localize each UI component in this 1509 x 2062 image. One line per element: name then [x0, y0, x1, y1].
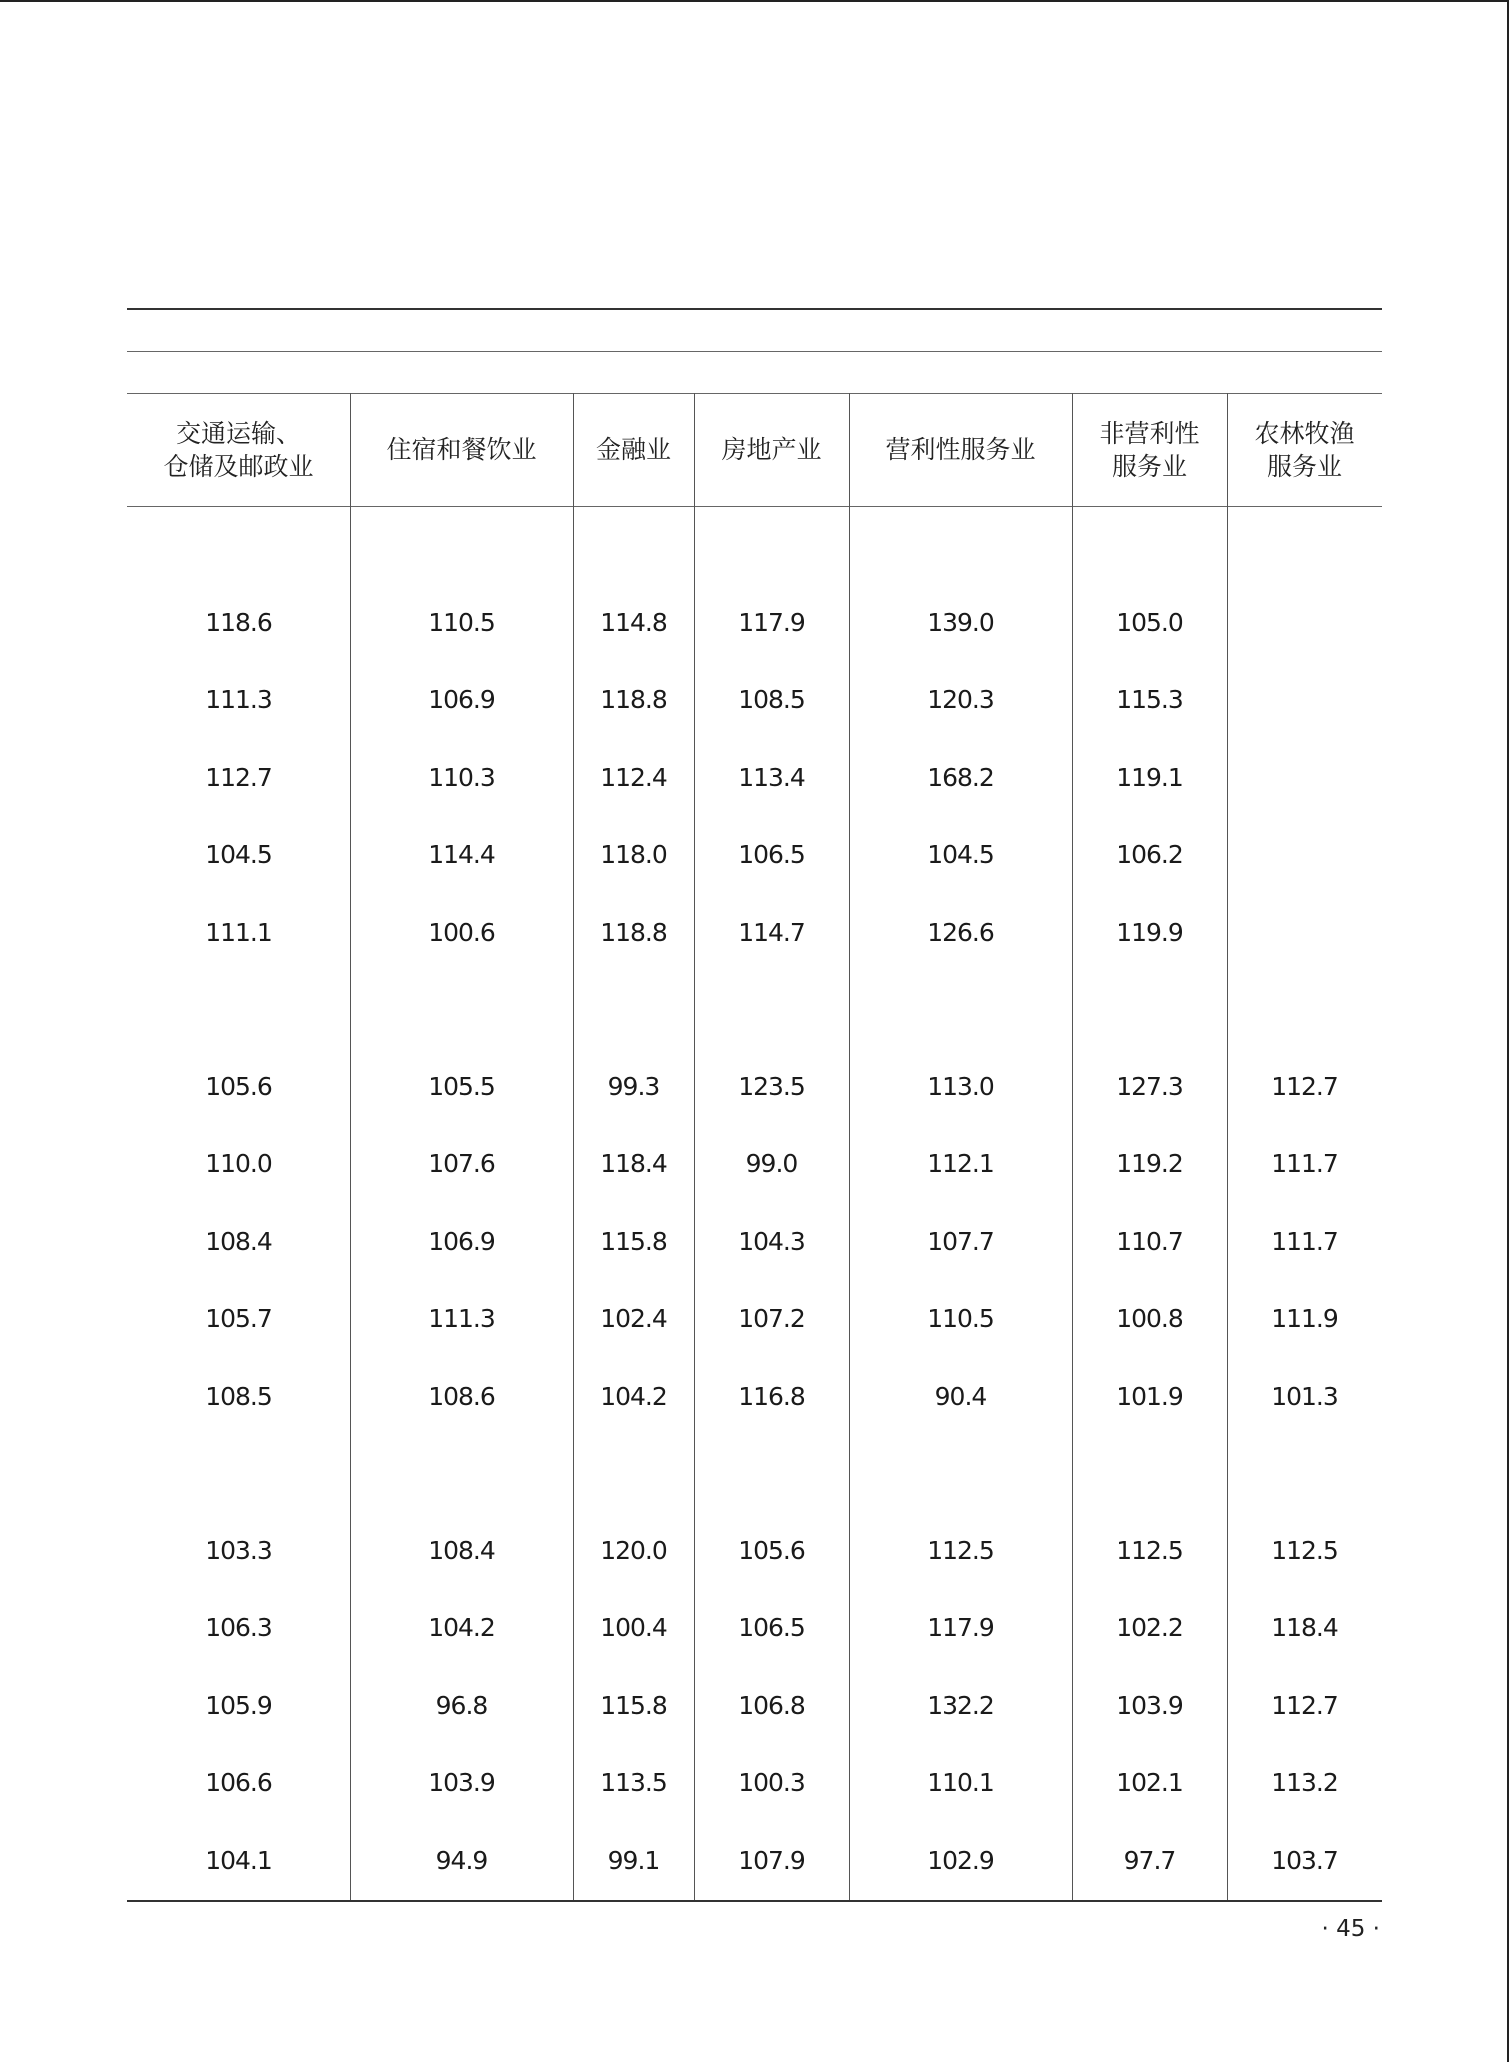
table-cell: 114.7 — [738, 918, 805, 947]
column-header — [127, 393, 350, 506]
table-cell: 107.6 — [428, 1149, 495, 1178]
table-cell: 113.5 — [600, 1768, 667, 1797]
table-cell: 106.6 — [205, 1768, 272, 1797]
table-cell: 111.1 — [205, 918, 272, 947]
table-cell: 118.8 — [600, 685, 667, 714]
table-cell: 90.4 — [934, 1382, 987, 1411]
column-header-line: 服务业 — [1111, 451, 1187, 481]
table-cell: 106.9 — [428, 1227, 495, 1256]
column-header-line: 非营利性 — [1099, 418, 1200, 448]
column-header — [573, 393, 694, 506]
table-cell: 114.8 — [600, 608, 667, 637]
table-cell: 105.6 — [738, 1536, 805, 1565]
table-cell: 110.7 — [1116, 1227, 1183, 1256]
table-cell: 106.9 — [428, 685, 495, 714]
column-header-line: 交通运输、 — [175, 418, 301, 448]
table-cell: 118.8 — [600, 918, 667, 947]
table-cell: 102.2 — [1116, 1613, 1183, 1642]
page-number: · 45 · — [1321, 1916, 1380, 1942]
table-cell: 104.2 — [428, 1613, 495, 1642]
table-cell: 102.4 — [600, 1304, 667, 1333]
table-cell: 112.7 — [1271, 1072, 1338, 1101]
table-cell: 105.9 — [205, 1691, 272, 1720]
table-cell: 108.4 — [428, 1536, 495, 1565]
table-cell: 99.1 — [607, 1846, 660, 1875]
column-header-line: 仓储及邮政业 — [163, 451, 314, 481]
column-header-line: 金融业 — [595, 435, 671, 464]
table-cell: 104.3 — [738, 1227, 805, 1256]
column-header-line: 农林牧渔 — [1254, 418, 1355, 448]
table-cell: 105.0 — [1116, 608, 1183, 637]
table-cell: 114.4 — [428, 840, 495, 869]
column-header-line: 服务业 — [1266, 451, 1342, 481]
table-cell: 111.7 — [1271, 1227, 1338, 1256]
table-cell: 110.5 — [927, 1304, 994, 1333]
column-header-line: 房地产业 — [721, 435, 822, 464]
header-bottom-rule — [127, 506, 1382, 507]
table-cell: 119.2 — [1116, 1149, 1183, 1178]
table-cell: 110.0 — [205, 1149, 272, 1178]
table-cell: 104.5 — [927, 840, 994, 869]
table-cell: 111.9 — [1271, 1304, 1338, 1333]
table-cell: 105.5 — [428, 1072, 495, 1101]
table-cell: 111.7 — [1271, 1149, 1338, 1178]
table-cell: 118.6 — [205, 608, 272, 637]
table-cell: 103.9 — [428, 1768, 495, 1797]
table-cell: 112.5 — [927, 1536, 994, 1565]
table-cell: 107.7 — [927, 1227, 994, 1256]
column-header-line: 住宿和餐饮业 — [386, 435, 537, 464]
table-cell: 107.9 — [738, 1846, 805, 1875]
table-cell: 103.3 — [205, 1536, 272, 1565]
table-cell: 115.3 — [1116, 685, 1183, 714]
table-cell: 99.0 — [745, 1149, 798, 1178]
table-cell: 100.6 — [428, 918, 495, 947]
table-cell: 94.9 — [435, 1846, 488, 1875]
table-cell: 108.4 — [205, 1227, 272, 1256]
table-cell: 106.5 — [738, 840, 805, 869]
column-header-line: 营利性服务业 — [885, 435, 1036, 464]
table-cell: 106.2 — [1116, 840, 1183, 869]
table-cell: 101.9 — [1116, 1382, 1183, 1411]
table-cell: 106.5 — [738, 1613, 805, 1642]
table-cell: 108.6 — [428, 1382, 495, 1411]
table-cell: 118.4 — [600, 1149, 667, 1178]
table-cell: 119.9 — [1116, 918, 1183, 947]
table-cell: 104.2 — [600, 1382, 667, 1411]
table-cell: 126.6 — [927, 918, 994, 947]
table-cell: 105.7 — [205, 1304, 272, 1333]
page-border-top — [0, 0, 1509, 2]
table-cell: 100.8 — [1116, 1304, 1183, 1333]
table-cell: 113.0 — [927, 1072, 994, 1101]
table-cell: 110.5 — [428, 608, 495, 637]
table-cell: 115.8 — [600, 1227, 667, 1256]
table-cell: 111.3 — [428, 1304, 495, 1333]
table-cell: 108.5 — [205, 1382, 272, 1411]
table-title-rule — [127, 351, 1382, 352]
table-cell: 103.7 — [1271, 1846, 1338, 1875]
table-cell: 102.1 — [1116, 1768, 1183, 1797]
table-cell: 127.3 — [1116, 1072, 1183, 1101]
table-bottom-rule — [127, 1900, 1382, 1902]
column-header — [1072, 393, 1227, 506]
table-cell: 97.7 — [1123, 1846, 1176, 1875]
table-cell: 112.4 — [600, 763, 667, 792]
table-cell: 112.5 — [1271, 1536, 1338, 1565]
table-cell: 116.8 — [738, 1382, 805, 1411]
table-cell: 113.2 — [1271, 1768, 1338, 1797]
table-cell: 105.6 — [205, 1072, 272, 1101]
column-header — [849, 393, 1072, 506]
table-cell: 96.8 — [435, 1691, 488, 1720]
table-cell: 111.3 — [205, 685, 272, 714]
table-cell: 108.5 — [738, 685, 805, 714]
column-header — [1227, 393, 1382, 506]
table-cell: 120.0 — [600, 1536, 667, 1565]
table-cell: 106.8 — [738, 1691, 805, 1720]
table-cell: 103.9 — [1116, 1691, 1183, 1720]
table-top-rule — [127, 308, 1382, 310]
table-cell: 117.9 — [927, 1613, 994, 1642]
table-cell: 102.9 — [927, 1846, 994, 1875]
table-cell: 112.5 — [1116, 1536, 1183, 1565]
column-header — [350, 393, 573, 506]
column-header — [694, 393, 849, 506]
table-cell: 110.1 — [927, 1768, 994, 1797]
table-cell: 132.2 — [927, 1691, 994, 1720]
table-cell: 113.4 — [738, 763, 805, 792]
table-cell: 118.0 — [600, 840, 667, 869]
table-cell: 99.3 — [607, 1072, 660, 1101]
table-cell: 107.2 — [738, 1304, 805, 1333]
table-cell: 100.4 — [600, 1613, 667, 1642]
table-cell: 168.2 — [927, 763, 994, 792]
table-cell: 106.3 — [205, 1613, 272, 1642]
table-cell: 123.5 — [738, 1072, 805, 1101]
table-cell: 112.1 — [927, 1149, 994, 1178]
table-cell: 110.3 — [428, 763, 495, 792]
table-cell: 100.3 — [738, 1768, 805, 1797]
table-cell: 101.3 — [1271, 1382, 1338, 1411]
table-cell: 112.7 — [1271, 1691, 1338, 1720]
table-cell: 117.9 — [738, 608, 805, 637]
table-cell: 139.0 — [927, 608, 994, 637]
table-cell: 118.4 — [1271, 1613, 1338, 1642]
table-cell: 115.8 — [600, 1691, 667, 1720]
table-cell: 104.5 — [205, 840, 272, 869]
table-cell: 119.1 — [1116, 763, 1183, 792]
table-cell: 120.3 — [927, 685, 994, 714]
table-cell: 112.7 — [205, 763, 272, 792]
table-cell: 104.1 — [205, 1846, 272, 1875]
